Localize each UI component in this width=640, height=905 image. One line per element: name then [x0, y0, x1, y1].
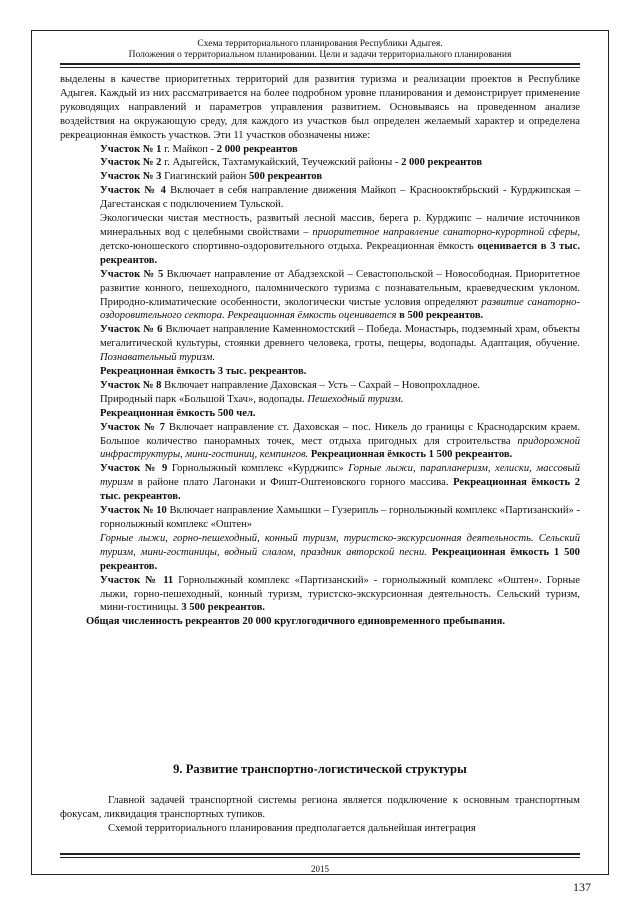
- section-heading: 9. Развитие транспортно-логистической структуры: [173, 762, 467, 776]
- section-5: [60, 268, 580, 324]
- section-10-capacity: Рекреационная ёмкость 1 500 рекреантов.: [100, 546, 580, 572]
- page-number: 137: [573, 880, 591, 894]
- section-4-desc-text-2: детско-юношеского спортивно-оздоровительного отдыха. Рекреационная ёмкость: [100, 240, 478, 252]
- section-6-text: Включает направление Каменномостский – Победа. Монастырь, подземный храм, объекты мегалитической культуры, стоянки древнего человека, гроты, пещеры, водопады. Адаптация, обучение.: [100, 324, 581, 350]
- section-8-text-2: Природный парк «Большой Тхач», водопады.: [100, 393, 308, 405]
- section-5-italic: развитие санаторно-оздоровительного сектора. Рекреационная ёмкость оценивается: [100, 296, 580, 322]
- section-9-capacity: Рекреационная ёмкость 2 тыс. рекреантов.: [100, 477, 580, 503]
- total-recreants: Общая численность рекреантов 20 000 круглогодичного единовременного пребывания.: [86, 616, 505, 628]
- section-4-description: [60, 212, 580, 268]
- section-1-text: г. Майкоп -: [161, 143, 217, 155]
- section-4-desc-text: Экологически чистая местность, развитый лесной массив, берега р. Курджипс – наличие источников минеральных вод с целебными свойствами –: [100, 213, 580, 238]
- body-text: [60, 73, 580, 629]
- section-7: [60, 421, 580, 463]
- section-3-capacity: 500 рекреантов: [249, 171, 323, 183]
- section-1: [60, 143, 580, 157]
- section-2: [60, 156, 580, 170]
- section-5-label: Участок № 5: [100, 268, 164, 280]
- section-4: [60, 184, 580, 212]
- section-1-capacity: 2 000 рекреантов: [216, 143, 298, 155]
- section-1-label: Участок № 1: [100, 143, 162, 155]
- section-9-italic: Горные лыжи, парапланеризм, хелиски, массовый туризм: [100, 463, 580, 489]
- section-8: [60, 379, 580, 393]
- section-11-text: Горнолыжный комплекс «Партизанский» - горнолыжный комплекс «Оштен». Горные лыжи, горно-пешеходный, конный туризм, туристско-экскурсионная деятельность. Сельский туризм, мини-гостиницы.: [100, 574, 580, 614]
- section-8-label: Участок № 8: [100, 379, 162, 391]
- section-4-desc-italic: приоритетное направление санаторно-курортной сферы,: [312, 226, 580, 238]
- section-3-label: Участок № 3: [100, 171, 162, 183]
- section-7-capacity: Рекреационная ёмкость 1 500 рекреантов.: [308, 449, 513, 461]
- transport-paragraph-1: Главной задачей транспортной системы региона является подключение к основным транспортным фокусам, ликвидация транспортных тупиков.: [60, 795, 580, 820]
- section-11-capacity: 3 500 рекреантов.: [181, 602, 265, 614]
- section-8-line-2: [60, 393, 580, 407]
- footer-year: 2015: [311, 864, 329, 874]
- section-10-label: Участок № 10: [100, 505, 167, 517]
- header-rule-thin: [60, 67, 580, 68]
- section-7-label: Участок № 7: [100, 421, 166, 433]
- transport-paragraph-2: Схемой территориального планирования предполагается дальнейшая интеграция: [108, 823, 476, 834]
- section-10-description: [60, 532, 580, 574]
- section-6-capacity: Рекреационная ёмкость 3 тыс. рекреантов.: [100, 366, 307, 378]
- section-11-label: Участок № 11: [100, 574, 174, 586]
- section-4-capacity: оценивается в 3 тыс. рекреантов.: [100, 240, 580, 266]
- header-rule-thick: [60, 63, 580, 65]
- section-5-text: Включает направление от Абадзехской – Севастопольской – Новосободная. Приоритетное развитие конного, пешеходного, паломнического туризма с познавательным, краеведческим уклоном. Природно-климатические особенности, экологически чистые условия определяют: [100, 268, 581, 308]
- section-6-label: Участок № 6: [100, 324, 163, 336]
- section-9-text-2: в районе плато Лагонаки и Фишт-Оштеновского горного массива.: [133, 477, 454, 489]
- section-3: [60, 170, 580, 184]
- intro-paragraph: выделены в качестве приоритетных территорий для развития туризма и реализации проектов в Республике Адыгея. Каждый из них рассматривается на более подробном уровне планирования и демонстрирует применение руководящих направлений и параметров управления развитием. Основываясь на проведенном анализе воздействия на окружающую среду, для каждого из участков был определен желаемый характер и определена рекреационная ёмкость участков. Эти 11 участков обозначены ниже:: [60, 74, 580, 141]
- section-8-capacity: Рекреационная ёмкость 500 чел.: [100, 407, 256, 419]
- section-10-text: Включает направление Хамышки – Гузерипль – горнолыжный комплекс «Партизанский» - горнолыжный комплекс «Оштен»: [100, 505, 580, 530]
- section-3-text: Гиагинский район: [161, 171, 249, 183]
- header-line-1: Схема территориального планирования Республики Адыгея.: [197, 39, 443, 49]
- footer-rule-thin: [60, 857, 580, 858]
- section-6-capacity-line: [60, 365, 580, 379]
- section-7-text: Включает направление ст. Даховская – пос. Никель до границы с Краснодарским краем. Большое количество панорамных точек, мест отдыха пригодных для строительства: [100, 421, 580, 447]
- section-7-italic: придорожной инфраструктуры, мини-гостиниц, кемпингов.: [100, 435, 580, 461]
- section-4-label: Участок № 4: [100, 185, 166, 197]
- section-8-text: Включает направление Даховская – Усть – Сахрай – Новопрохладное.: [161, 379, 481, 391]
- section-8-capacity-line: [60, 407, 580, 421]
- section-10-italic: Горные лыжи, горно-пешеходный, конный туризм, туристско-экскурсионная деятельность. Сельский туризм, мини-гостиницы, водный слалом, праздник авторской песни.: [100, 532, 580, 558]
- section-2-label: Участок № 2: [100, 157, 162, 169]
- section-6-italic: Познавательный туризм.: [100, 352, 216, 364]
- section-5-capacity: в 500 рекреантов.: [396, 310, 484, 322]
- section-8-italic: Пешеходный туризм.: [307, 393, 404, 405]
- section-4-text: Включает в себя направление движения Майкоп – Краснооктябрьский - Курджипская – Дагестанская с подключением Тульской.: [100, 185, 580, 211]
- section-6: [60, 323, 580, 365]
- footer-rule-thick: [60, 853, 580, 855]
- section-2-capacity: 2 000 рекреантов: [401, 157, 483, 169]
- section-11: [60, 574, 580, 616]
- section-10: [60, 504, 580, 532]
- header-line-2: Положения о территориальном планировании. Цели и задачи территориального планирования: [128, 50, 512, 60]
- section-2-text: г. Адыгейск, Тахтамукайский, Теучежский районы -: [161, 157, 402, 169]
- section-9-label: Участок № 9: [100, 463, 168, 475]
- section-9-text: Горнолыжный комплекс «Курджипс»: [167, 463, 349, 475]
- section-9: [60, 462, 580, 504]
